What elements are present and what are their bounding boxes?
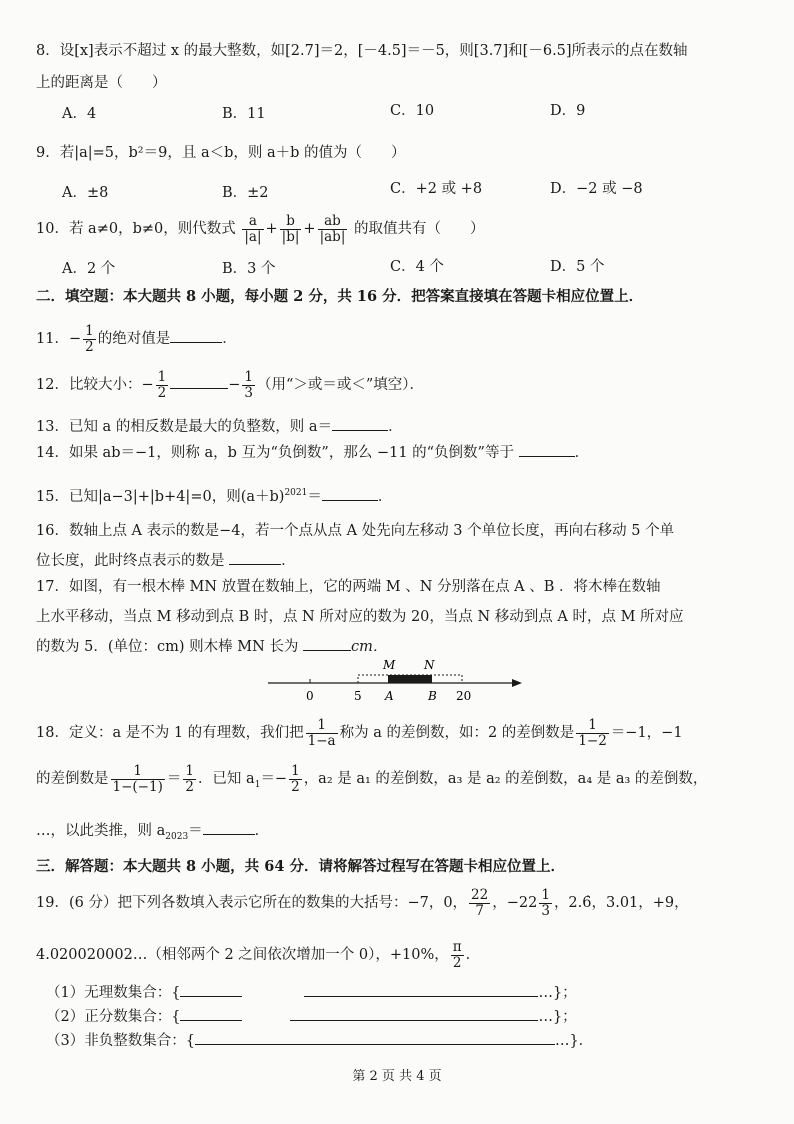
q13: 13．已知 a 的相反数是最大的负整数，则 a＝ ． — [36, 416, 403, 438]
q15: 15．已知|a−3|+|b+4|=0，则$(a+b)^{2021}=$ ． — [36, 482, 392, 508]
q8-option-b: B．11 — [222, 106, 266, 122]
page-footer: 第 2 页 共 4 页 — [352, 1069, 442, 1084]
q9-option-b: B．±2 — [222, 185, 269, 201]
q11: 11．− $\frac{1}{2}$ 的绝对值是 ． — [36, 322, 237, 355]
number-line-arrow — [512, 679, 522, 687]
q16-line2: 位长度，此时终点表示的数是 ． — [36, 550, 296, 572]
rod-mn — [388, 675, 432, 683]
number-line-figure — [260, 655, 530, 705]
q9-option-d: D．−2 或 −8 — [550, 181, 643, 197]
q9-text: 9．若|a|=5，b²＝9，且 a＜b，则 a＋b 的值为（ ） — [36, 145, 406, 161]
q12: 12．比较大小：− $\frac{1}{2}$ − $\frac{1}{3}$ （用“＞或＝或＜”填空）． — [36, 368, 425, 401]
section-3-heading: 三．解答题：本大题共 8 小题，共 64 分．请将解答过程写在答题卡相应位置上． — [36, 858, 565, 875]
label-b: B — [428, 689, 437, 703]
q8-line1: 8．设[x]表示不超过 x 的最大整数，如[2.7]＝2，[－4.5]＝－5，则[3.7]和[－6.5]所表示的点在数轴 — [36, 43, 688, 59]
label-a: A — [385, 689, 394, 703]
q10-text: 10．若 a≠0，b≠0，则代数式 $\frac{a}{|a|}$ + $\frac{b}{|b|}$ + $\frac{ab}{|ab|}$ 的取值共有（ ） — [36, 212, 485, 245]
q8-line2: 上的距离是（ ） — [36, 75, 167, 91]
q9-option-a: A．±8 — [62, 185, 109, 201]
q18-line2: 的差倒数是 $\frac{1}{1-(-1)}$ ＝ $\frac{1}{2}$ ．已知 $a_1=-$ $\frac{1}{2}$ ，a₂ 是 a₁ 的差倒数，a₃ 是 a₂ 的差倒数，a₄ 是 a₃ 的差倒数， — [36, 762, 708, 795]
section-2-heading: 二．填空题：本大题共 8 小题，每小题 2 分，共 16 分．把答案直接填在答题卡相应位置上． — [36, 288, 644, 305]
tick-20: 20 — [456, 689, 472, 703]
q19-set-nonnegative-integer: （3）非负整数集合：{ …}． — [46, 1030, 593, 1052]
q10-option-d: D．5 个 — [550, 259, 605, 275]
q14: 14．如果 ab＝−1，则称 a，b 互为“负倒数”，那么 −11 的“负倒数”等于 ． — [36, 442, 589, 464]
q18-line1: 18．定义：a 是不为 1 的有理数，我们把 $\frac{1}{1-a}$ 称为 a 的差倒数，如：2 的差倒数是 $\frac{1}{1-2}$ ＝−1，−1 — [36, 716, 683, 749]
q8-option-c: C．10 — [390, 103, 435, 119]
q19-line2: 4.020020002…（相邻两个 2 之间依次增加一个 0），+10%， $\frac{\pi}{2}$ ． — [36, 938, 481, 971]
q10-option-c: C．4 个 — [390, 259, 444, 275]
q9-option-c: C．+2 或 +8 — [390, 181, 483, 197]
q19-set-positive-fraction: （2）正分数集合：{ …}； — [46, 1006, 577, 1028]
label-n: N — [424, 658, 435, 672]
q8-option-a: A．4 — [62, 106, 97, 122]
q18-line3: …，以此类推，则 $a_{2023}=$ ． — [36, 820, 269, 848]
q8-option-d: D．9 — [550, 103, 586, 119]
q17-line3: 的数为 5．(单位：cm) 则木棒 MN 长为 cm． — [36, 636, 387, 658]
tick-0: 0 — [306, 689, 314, 703]
q16-line1: 16．数轴上点 A 表示的数是−4，若一个点从点 A 处先向左移动 3 个单位长度，再向右移动 5 个单 — [36, 523, 675, 539]
q17-line2: 上水平移动，当点 M 移动到点 B 时，点 N 所对应的数为 20，当点 N 移动到点 A 时，点 M 所对应 — [36, 609, 684, 625]
q10-option-b: B．3 个 — [222, 261, 276, 277]
label-m: M — [383, 658, 396, 672]
q19-set-irrational: （1）无理数集合：{ …}； — [46, 982, 577, 1004]
q17-line1: 17．如图，有一根木棒 MN 放置在数轴上，它的两端 M 、N 分别落在点 A 、B ．将木棒在数轴 — [36, 579, 661, 595]
q19-line1: 19．(6 分）把下列各数填入表示它所在的数集的大括号：−7，0， $\frac{22}{7}$ ，−22 $\frac{1}{3}$ ，2.6̇，3.01，+9， — [36, 886, 689, 919]
q10-option-a: A．2 个 — [62, 261, 116, 277]
tick-5: 5 — [354, 689, 362, 703]
